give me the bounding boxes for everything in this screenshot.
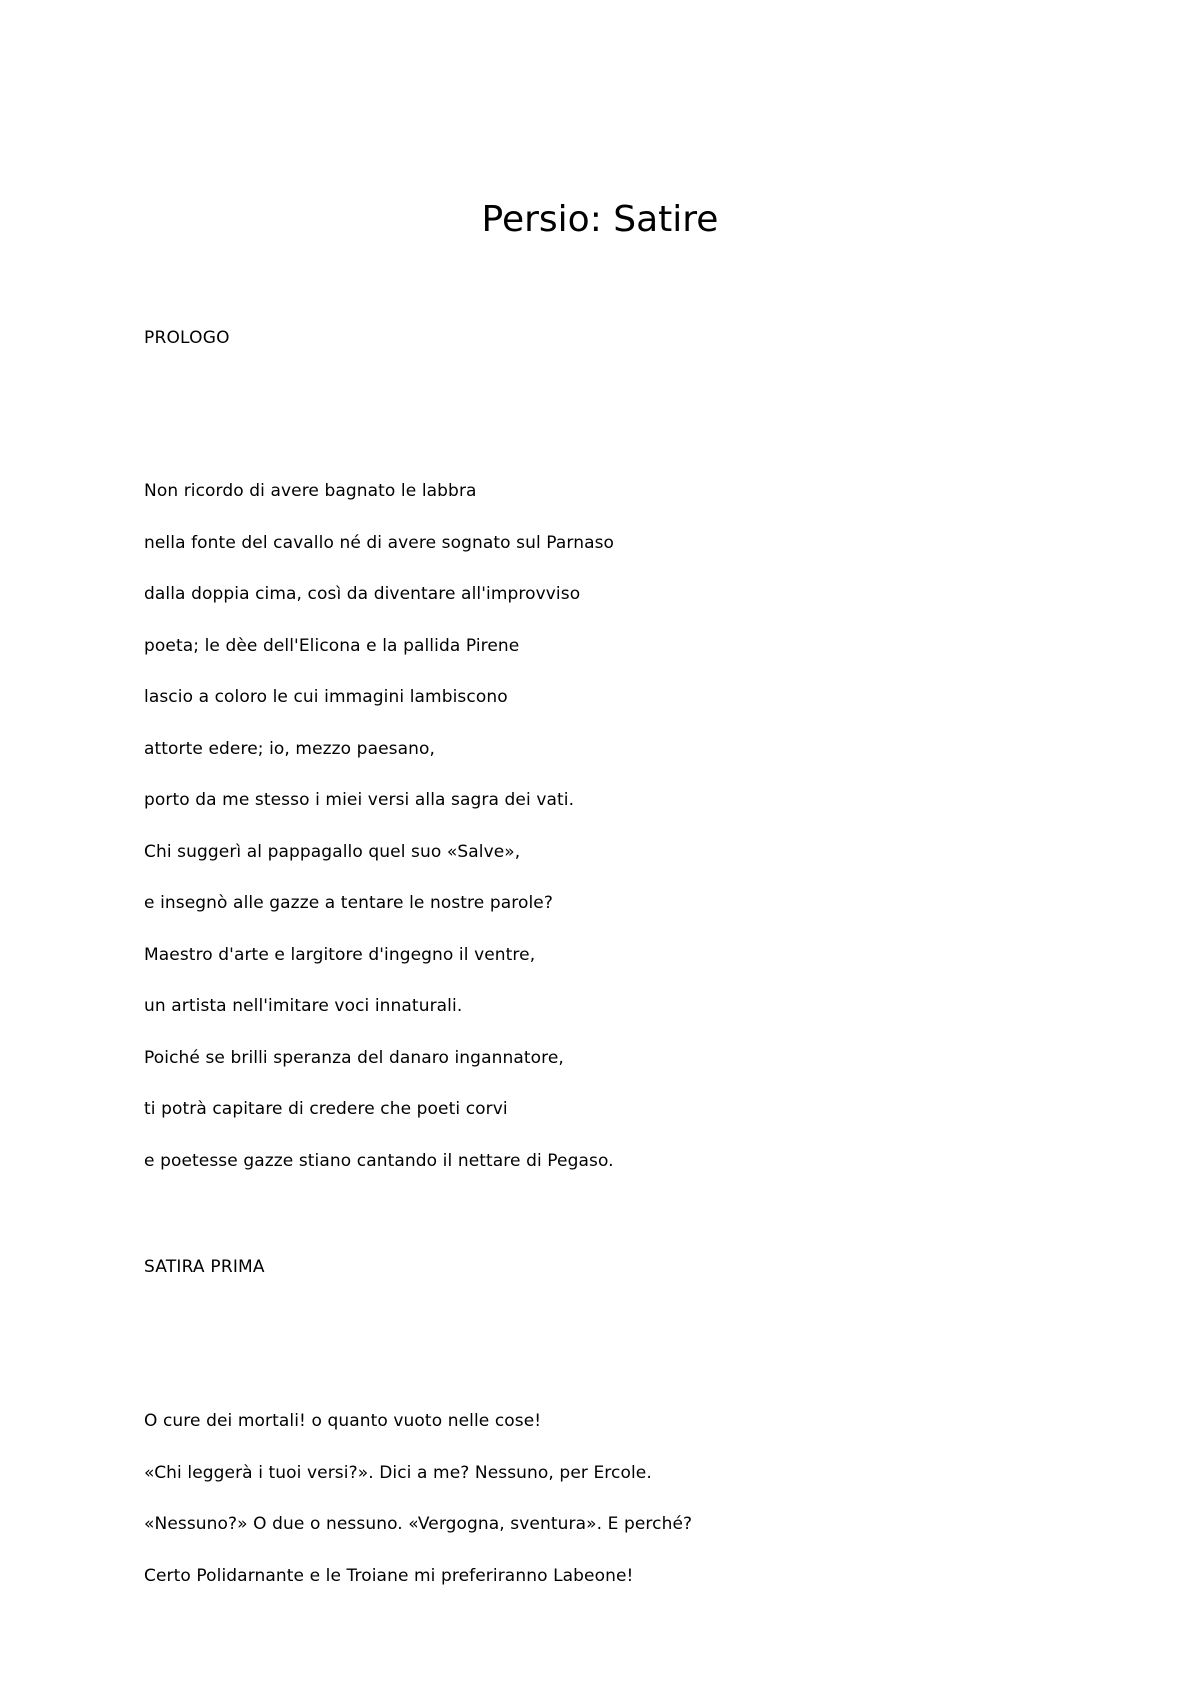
verse-line: lascio a coloro le cui immagini lambiscono <box>144 687 508 707</box>
verse-line: «Nessuno?» O due o nessuno. «Vergogna, sventura». E perché? <box>144 1514 693 1534</box>
verse-line: dalla doppia cima, così da diventare all'improvviso <box>144 584 581 604</box>
satira-prima-verses <box>144 1410 1044 1616</box>
section-heading-prologo: PROLOGO <box>144 328 230 348</box>
document-title: Persio: Satire <box>481 199 719 240</box>
verse-line: Maestro d'arte e largitore d'ingegno il ventre, <box>144 944 536 965</box>
verse-line: e insegnò alle gazze a tentare le nostre parole? <box>144 893 553 913</box>
verse-line: attorte edere; io, mezzo paesano, <box>144 738 436 759</box>
verse-line: Chi suggerì al pappagallo quel suo «Salve», <box>144 841 521 862</box>
prologo-verses <box>144 480 1044 1201</box>
verse-line: porto da me stesso i miei versi alla sagra dei vati. <box>144 790 575 810</box>
verse-line: ti potrà capitare di credere che poeti corvi <box>144 1099 508 1119</box>
verse-line: un artista nell'imitare voci innaturali. <box>144 996 463 1016</box>
verse-line: «Chi leggerà i tuoi versi?». Dici a me? Nessuno, per Ercole. <box>144 1462 652 1483</box>
verse-line: e poetesse gazze stiano cantando il nettare di Pegaso. <box>144 1150 614 1171</box>
verse-line: poeta; le dèe dell'Elicona e la pallida Pirene <box>144 635 520 656</box>
section-heading-satira-prima: SATIRA PRIMA <box>144 1257 265 1277</box>
verse-line: Certo Polidarnante e le Troiane mi preferiranno Labeone! <box>144 1565 634 1586</box>
verse-line: Poiché se brilli speranza del danaro ingannatore, <box>144 1047 564 1068</box>
verse-line: nella fonte del cavallo né di avere sognato sul Parnaso <box>144 532 615 553</box>
verse-line: O cure dei mortali! o quanto vuoto nelle cose! <box>144 1411 542 1431</box>
verse-line: Non ricordo di avere bagnato le labbra <box>144 481 477 501</box>
